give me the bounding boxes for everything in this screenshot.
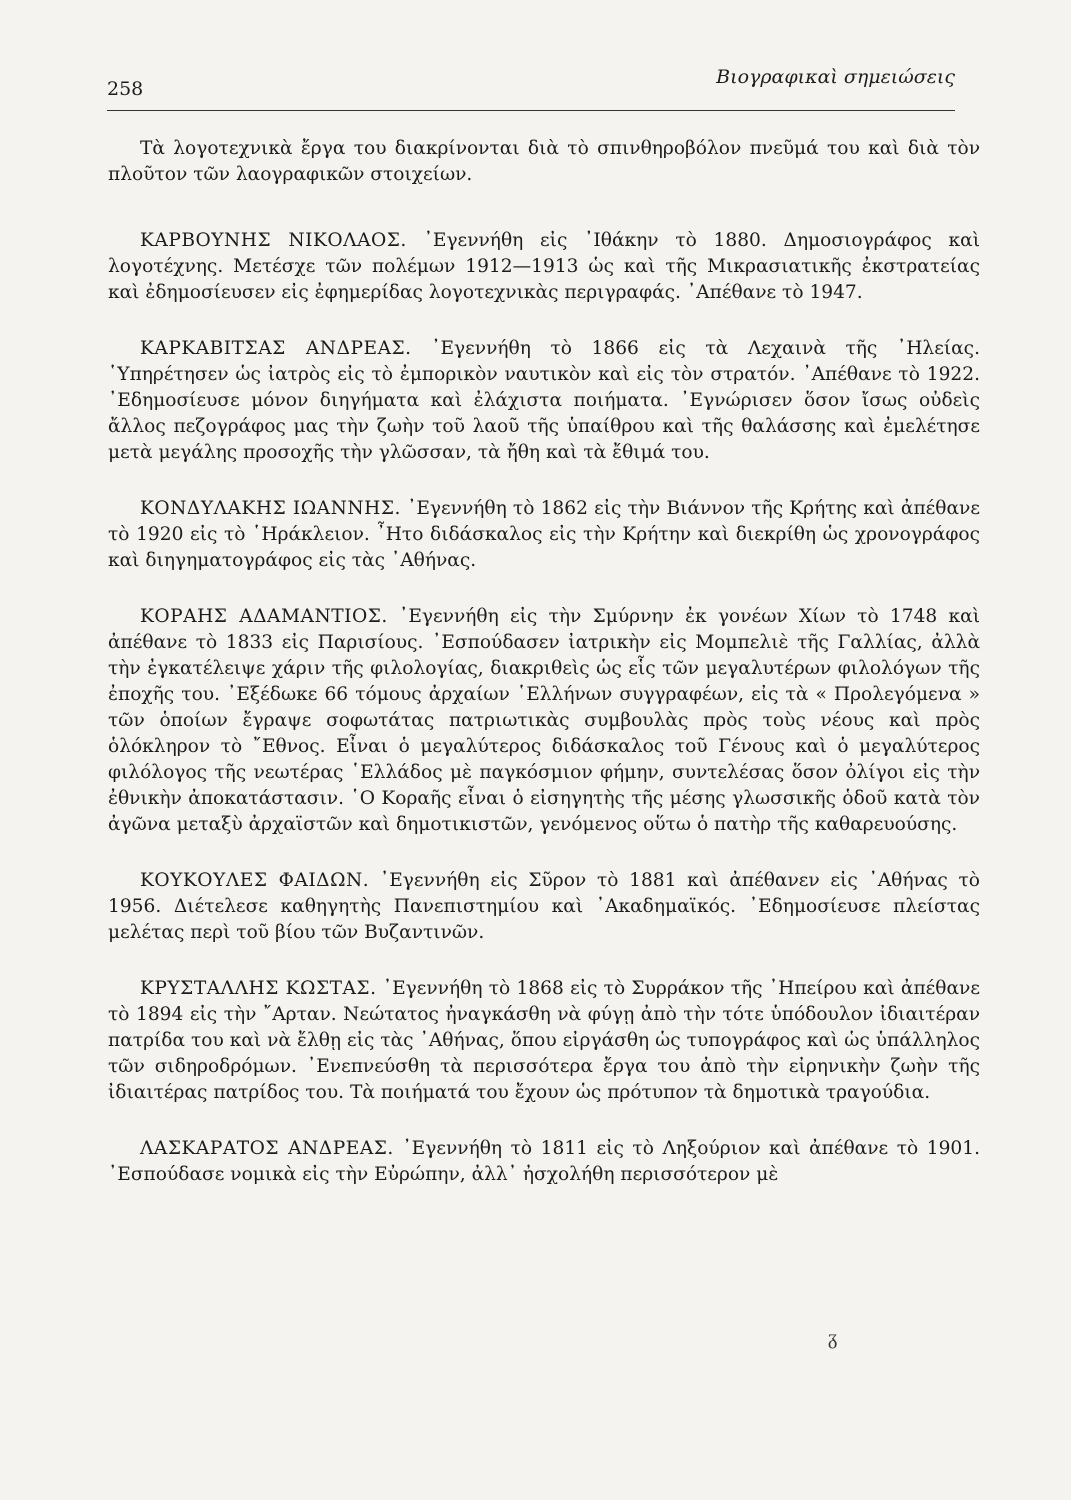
entry-paragraph	[108, 976, 980, 1106]
entry-paragraph	[108, 228, 980, 306]
entry-text: ᾿Εγεννήθη τὸ 1866 εἰς τὰ Λεχαινὰ τῆς ᾿Ηλείας. ῾Υπηρέτησεν ὡς ἰατρὸς εἰς τὸ ἐμπορικὸν ναυτικὸν καὶ εἰς τὸν στρατόν. ᾿Απέθανε τὸ 1922. ᾿Εδημοσίευσε μόνον διηγήματα καὶ ἐλάχιστα ποιήματα. ᾿Εγνώρισεν ὅσον ἴσως οὐδεὶς ἄλλος πεζογράφος μας τὴν ζωὴν τοῦ λαοῦ τῆς ὑπαίθρου καὶ τῆς θαλάσσης καὶ ἐμελέτησε μετὰ μεγάλης προσοχῆς τὴν γλῶσσαν, τὰ ἤθη καὶ τὰ ἔθιμά του.	[108, 338, 980, 463]
entry-paragraph	[108, 868, 980, 946]
intro-paragraph: Τὰ λογοτεχνικὰ ἔργα του διακρίνονται διὰ τὸ σπινθηροβόλον πνεῦμά του καὶ διὰ τὸν πλοῦτον τῶν λαογραφικῶν στοιχείων.	[108, 138, 980, 185]
entry-name: ΚΡΥΣΤΑΛΛΗΣ ΚΩΣΤΑΣ.	[140, 978, 377, 999]
entry-name: ΚΟΥΚΟΥΛΕΣ ΦΑΙΔΩΝ.	[140, 870, 370, 891]
entry-text: ᾿Εγεννήθη εἰς Σῦρον τὸ 1881 καὶ ἀπέθανεν εἰς ᾿Αθήνας τὸ 1956. Διέτελεσε καθηγητὴς Πανεπιστημίου καὶ ᾿Ακαδημαϊκός. ᾿Εδημοσίευσε πλείστας μελέτας περὶ τοῦ βίου τῶν Βυζαντινῶν.	[108, 870, 980, 943]
margin-mark: ᵹ	[828, 1325, 838, 1349]
entry-name: ΚΑΡΒΟΥΝΗΣ ΝΙΚΟΛΑΟΣ.	[140, 230, 407, 251]
page-header	[107, 66, 955, 106]
entry-paragraph	[108, 496, 980, 574]
entry-name: ΛΑΣΚΑΡΑΤΟΣ ΑΝΔΡΕΑΣ.	[140, 1138, 394, 1159]
entry-name: ΚΟΝΔΥΛΑΚΗΣ ΙΩΑΝΝΗΣ.	[140, 498, 401, 519]
page-body	[108, 136, 980, 1218]
entry-text: ᾿Εγεννήθη εἰς τὴν Σμύρνην ἐκ γονέων Χίων τὸ 1748 καὶ ἀπέθανε τὸ 1833 εἰς Παρισίους. ᾿Εσπούδασεν ἰατρικὴν εἰς Μομπελιὲ τῆς Γαλλίας, ἀλλὰ τὴν ἐγκατέλειψε χάριν τῆς φιλολογίας, διακριθεὶς ὡς εἷς τῶν μεγαλυτέρων φιλολόγων τῆς ἐποχῆς του. ᾿Εξέδωκε 66 τόμους ἀρχαίων ῾Ελλήνων συγγραφέων, εἰς τὰ « Προλεγόμενα » τῶν ὁποίων ἔγραψε σοφωτάτας πατριωτικὰς συμβουλὰς πρὸς τοὺς νέους καὶ πρὸς ὁλόκληρον τὸ ῎Εθνος. Εἶναι ὁ μεγαλύτερος διδάσκαλος τοῦ Γένους καὶ ὁ μεγαλύτερος φιλόλογος τῆς νεωτέρας ῾Ελλάδος μὲ παγκόσμιον φήμην, συντελέσας ὅσον ὀλίγοι εἰς τὴν ἐθνικὴν ἀποκατάστασιν. ῾Ο Κοραῆς εἶναι ὁ εἰσηγητὴς τῆς μέσης γλωσσικῆς ὁδοῦ κατὰ τὸν ἀγῶνα μεταξὺ ἀρχαϊστῶν καὶ δημοτικιστῶν, γενόμενος οὕτω ὁ πατὴρ τῆς καθαρευούσης.	[108, 606, 980, 835]
entry-name: ΚΑΡΚΑΒΙΤΣΑΣ ΑΝΔΡΕΑΣ.	[140, 338, 412, 359]
running-title: Βιογραφικαὶ σημειώσεις	[716, 66, 955, 88]
entry-text: ᾿Εγεννήθη τὸ 1868 εἰς τὸ Συρράκον τῆς ᾿Ηπείρου καὶ ἀπέθανε τὸ 1894 εἰς τὴν ῎Αρταν. Νεώτατος ἠναγκάσθη νὰ φύγῃ ἀπὸ τὴν τότε ὑπόδουλον ἰδιαιτέραν πατρίδα του καὶ νὰ ἔλθῃ εἰς τὰς ᾿Αθήνας, ὅπου εἰργάσθη ὡς τυπογράφος καὶ ὡς ὑπάλληλος τῶν σιδηροδρόμων. ᾿Ενεπνεύσθη τὰ περισσότερα ἔργα του ἀπὸ τὴν εἰρηνικὴν ζωὴν τῆς ἰδιαιτέρας πατρίδος του. Τὰ ποιήματά του ἔχουν ὡς πρότυπον τὰ δημοτικὰ τραγούδια.	[108, 978, 980, 1103]
header-rule	[107, 110, 955, 111]
entry-paragraph	[108, 1136, 980, 1188]
entry-text: ᾿Εγεννήθη τὸ 1811 εἰς τὸ Ληξούριον καὶ ἀπέθανε τὸ 1901. ᾿Εσπούδασε νομικὰ εἰς τὴν Εὐρώπην, ἀλλ᾿ ἠσχολήθη περισσότερον μὲ	[108, 1138, 981, 1185]
entry-paragraph	[108, 604, 980, 838]
entry-name: ΚΟΡΑΗΣ ΑΔΑΜΑΝΤΙΟΣ.	[140, 606, 388, 627]
entry-text: ᾿Εγεννήθη τὸ 1862 εἰς τὴν Βιάννον τῆς Κρήτης καὶ ἀπέθανε τὸ 1920 εἰς τὸ ῾Ηράκλειον. ῏Ητο διδάσκαλος εἰς τὴν Κρήτην καὶ διεκρίθη ὡς χρονογράφος καὶ διηγηματογράφος εἰς τὰς ᾿Αθήνας.	[108, 498, 980, 571]
entry-paragraph	[108, 336, 980, 466]
page-number: 258	[107, 78, 144, 100]
entry-text: ᾿Εγεννήθη εἰς ᾿Ιθάκην τὸ 1880. Δημοσιογράφος καὶ λογοτέχνης. Μετέσχε τῶν πολέμων 1912—1913 ὡς καὶ τῆς Μικρασιατικῆς ἐκστρατείας καὶ ἐδημοσίευσεν εἰς ἐφημερίδας λογοτεχνικὰς περιγραφάς. ᾿Απέθανε τὸ 1947.	[108, 230, 980, 303]
